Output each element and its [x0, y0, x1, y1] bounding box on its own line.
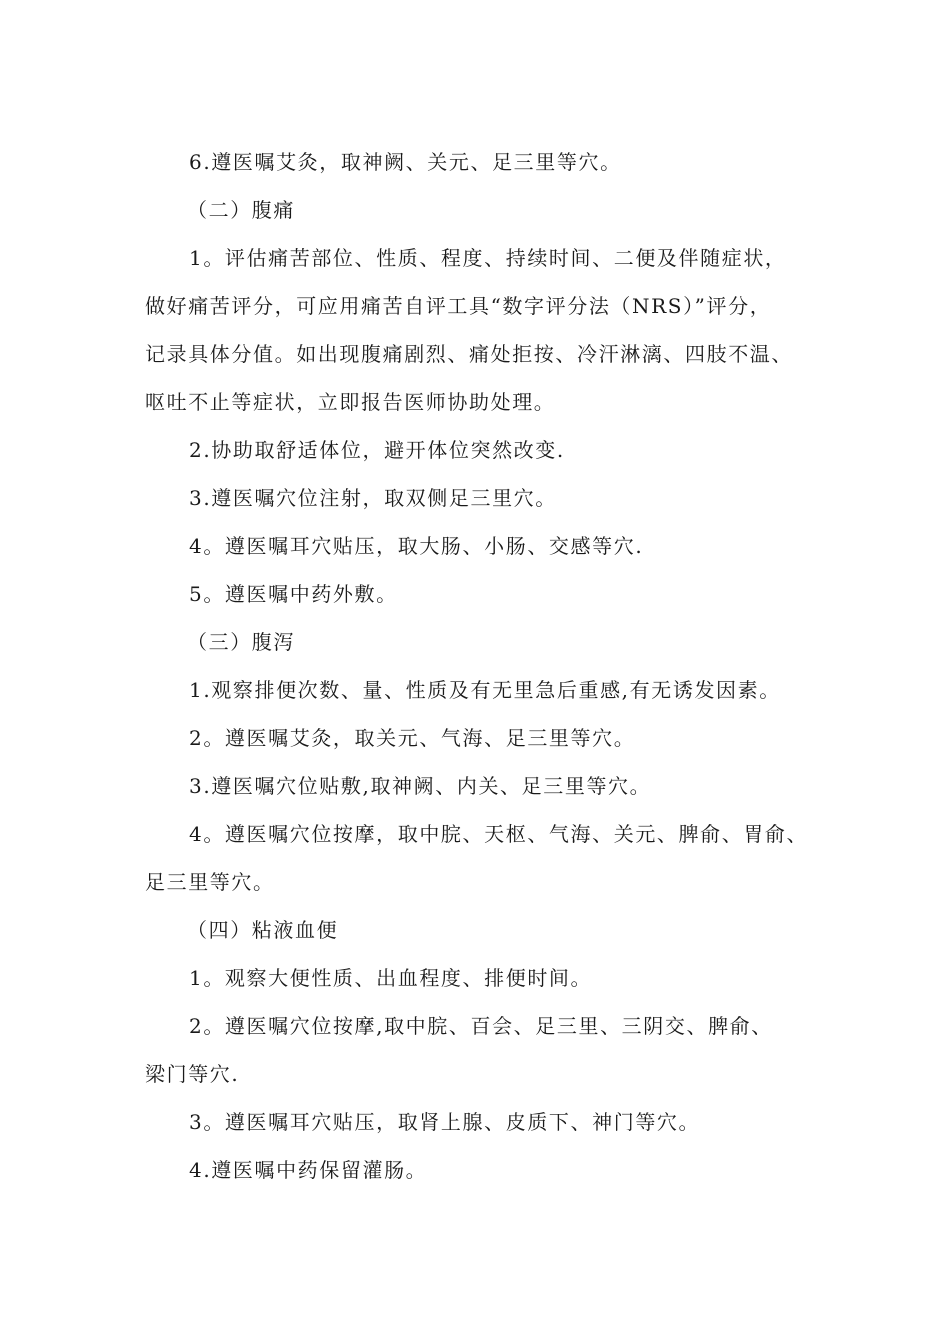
text-line: 1。评估痛苦部位、性质、程度、持续时间、二便及伴随症状，	[189, 246, 787, 270]
section-heading	[145, 618, 835, 666]
text-line: （二）腹痛	[187, 198, 295, 222]
paragraph	[145, 1146, 835, 1194]
text-line: 3。遵医嘱耳穴贴压，取肾上腺、皮质下、神门等穴。	[189, 1110, 701, 1134]
paragraph	[145, 1098, 835, 1146]
text-line: 2.协助取舒适体位，避开体位突然改变.	[189, 438, 565, 462]
text-line: 3.遵医嘱穴位注射，取双侧足三里穴。	[189, 486, 557, 510]
paragraph	[145, 762, 835, 810]
text-line: （三）腹泻	[187, 630, 295, 654]
paragraph	[145, 810, 835, 906]
paragraph	[145, 954, 835, 1002]
paragraph	[145, 666, 835, 714]
paragraph	[145, 570, 835, 618]
text-line: 梁门等穴.	[145, 1062, 240, 1086]
paragraph	[145, 522, 835, 570]
text-line: 做好痛苦评分，可应用痛苦自评工具“数字评分法（NRS）”评分，	[145, 294, 772, 318]
section-heading	[145, 186, 835, 234]
paragraph	[145, 474, 835, 522]
paragraph	[145, 714, 835, 762]
paragraph	[145, 426, 835, 474]
text-line: 足三里等穴。	[145, 870, 275, 894]
paragraph	[145, 138, 835, 186]
text-line: 2。遵医嘱艾灸，取关元、气海、足三里等穴。	[189, 726, 636, 750]
text-line: 呕吐不止等症状，立即报告医师协助处理。	[145, 390, 556, 414]
text-line: （四）粘液血便	[187, 918, 339, 942]
paragraph	[145, 234, 835, 426]
text-line: 5。遵医嘱中药外敷。	[189, 582, 398, 606]
text-line: 6.遵医嘱艾灸，取神阙、关元、足三里等穴。	[189, 150, 622, 174]
document-body	[145, 138, 835, 1194]
text-line: 1。观察大便性质、出血程度、排便时间。	[189, 966, 593, 990]
text-line: 3.遵医嘱穴位贴敷,取神阙、内关、足三里等穴。	[189, 774, 652, 798]
text-line: 4。遵医嘱耳穴贴压，取大肠、小肠、交感等穴.	[189, 534, 644, 558]
text-line: 1.观察排便次数、量、性质及有无里急后重感,有无诱发因素。	[189, 678, 781, 702]
text-line: 2。遵医嘱穴位按摩,取中脘、百会、足三里、三阴交、脾俞、	[189, 1014, 773, 1038]
section-heading	[145, 906, 835, 954]
text-line: 4。遵医嘱穴位按摩，取中脘、天枢、气海、关元、脾俞、胃俞、	[189, 822, 809, 846]
text-line: 4.遵医嘱中药保留灌肠。	[189, 1158, 428, 1182]
text-line: 记录具体分值。如出现腹痛剧烈、痛处拒按、冷汗淋漓、四肢不温、	[145, 342, 793, 366]
paragraph	[145, 1002, 835, 1098]
